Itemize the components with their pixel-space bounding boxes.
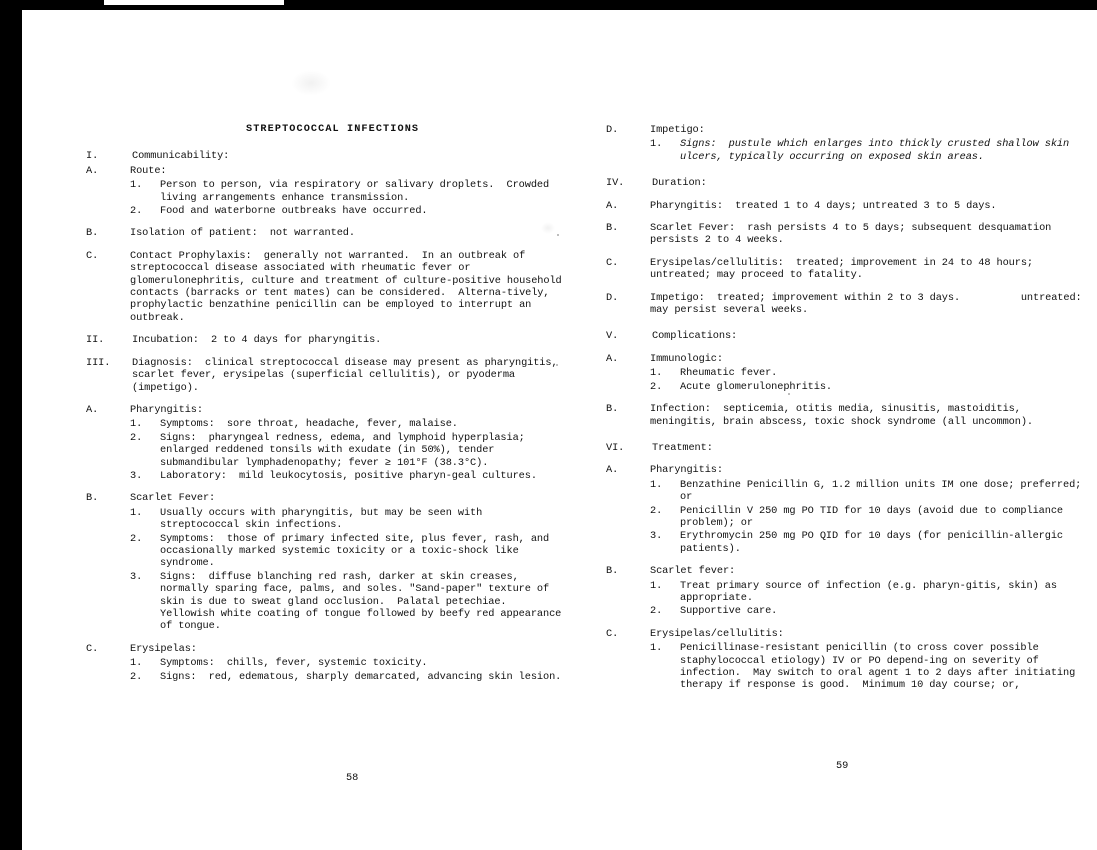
list-item xyxy=(130,507,566,532)
duration-pharyngitis xyxy=(606,200,1086,212)
item-marker: 2. xyxy=(130,205,143,218)
item-marker: 1. xyxy=(650,642,663,655)
subsection-marker: A. xyxy=(606,464,619,477)
item-text: Signs: pustule which enlarges into thickly crusted shallow skin ulcers, typically occurring on exposed skin areas. xyxy=(680,138,1076,163)
subsection-marker: C. xyxy=(606,627,619,640)
item-marker: 1. xyxy=(650,579,663,592)
item-text: Penicillinase-resistant penicillin (to cross cover possible staphylococcal etiology) IV or PO depend-ing on severity of infection. May switch to oral agent 1 to 2 days after initiating therapy if response is good. Minimum 10 day course; or, xyxy=(680,642,1082,692)
duration-erysipelas-cellulitis xyxy=(606,257,1086,282)
list-item xyxy=(650,605,1086,617)
item-marker: 1. xyxy=(130,506,143,519)
item-text: Signs: pharyngeal redness, edema, and lymphoid hyperplasia; enlarged reddened tonsils with exudate (in 50%), tender submandibular lymphadenopathy; fever ≥ 101°F (38.3°C). xyxy=(160,431,531,469)
subsection-heading: Impetigo: xyxy=(650,124,705,136)
complications-infection xyxy=(606,403,1086,428)
item-text: Signs: diffuse blanching red rash, darker at skin creases, normally sparing face, palms, and soles. "Sand-paper" texture of skin is due to sweat gland occlusion. Palatal petechiae. Yellowish white coating of tongue followed by beefy red appearance of tongue. xyxy=(160,570,568,633)
page-number-right: 59 xyxy=(836,760,849,772)
item-marker: 3. xyxy=(130,570,143,583)
section-complications xyxy=(606,330,1086,342)
subsection-marker: B. xyxy=(86,492,99,505)
subsection-scarlet-fever xyxy=(86,492,566,632)
subsection-erysipelas xyxy=(86,643,566,683)
duration-scarlet-fever xyxy=(606,222,1086,247)
item-text: Signs: red, edematous, sharply demarcated, advancing skin lesion. xyxy=(160,670,562,683)
subsection-text: Impetigo: treated; improvement within 2 to 3 days. untreated: may persist several weeks. xyxy=(650,291,1094,317)
item-text: Symptoms: those of primary infected site, plus fever, rash, and occasionally marked systemic toxicity or a toxic-shock like syndrome. xyxy=(160,532,556,570)
item-marker: 2. xyxy=(130,431,143,444)
subsection-marker: D. xyxy=(606,291,619,304)
section-text: Incubation: 2 to 4 days for pharyngitis. xyxy=(132,334,382,347)
right-text-column xyxy=(606,124,1094,702)
subsection-heading: Pharyngitis: xyxy=(130,403,203,416)
list-item xyxy=(650,381,1086,393)
item-marker: 3. xyxy=(650,530,663,543)
section-heading: Duration: xyxy=(652,177,707,190)
treatment-scarlet-fever xyxy=(606,565,1086,618)
duration-impetigo xyxy=(606,291,1094,317)
scan-top-edge-gap xyxy=(104,0,284,5)
subsection-text: Erysipelas/cellulitis: treated; improvement in 24 to 48 hours; untreated; may proceed to fatality. xyxy=(650,256,1046,282)
item-marker: 2. xyxy=(650,504,663,517)
section-treatment xyxy=(606,442,1086,454)
item-marker: 1. xyxy=(130,179,143,192)
item-text: Food and waterborne outbreaks have occurred. xyxy=(160,205,428,218)
subsection-heading: Route: xyxy=(130,164,167,177)
section-communicability xyxy=(86,150,566,162)
subsection-marker: A. xyxy=(606,199,619,212)
subsection-marker: C. xyxy=(86,249,99,262)
list-item xyxy=(130,533,566,570)
section-incubation xyxy=(86,334,566,346)
subsection-marker: B. xyxy=(606,222,619,235)
subsection-heading: Scarlet Fever: xyxy=(130,492,216,505)
list-item xyxy=(650,530,1086,555)
item-marker: 1. xyxy=(650,478,663,491)
subsection-text: Contact Prophylaxis: generally not warranted. In an outbreak of streptococcal disease associated with rheumatic fever or glomerulonephritis, culture and treatment of culture-positive household contacts (barracks or tent mates) can be considered. Alterna-tively, prophylactic benzathine penicillin can be employed to interrupt an outbreak. xyxy=(130,249,568,324)
subsection-marker: B. xyxy=(606,403,619,416)
subsection-isolation xyxy=(86,227,566,239)
subsection-contact-prophylaxis xyxy=(86,250,566,324)
section-diagnosis xyxy=(86,357,566,394)
item-text: Symptoms: sore throat, headache, fever, malaise. xyxy=(160,418,458,431)
subsection-marker: C. xyxy=(606,256,619,269)
item-marker: 3. xyxy=(130,469,143,482)
complications-immunologic xyxy=(606,353,1086,393)
item-text: Symptoms: chills, fever, systemic toxicity. xyxy=(160,657,428,670)
item-marker: 1. xyxy=(130,418,143,431)
list-item xyxy=(130,671,566,683)
subsection-text: Isolation of patient: not warranted. xyxy=(130,227,355,240)
section-heading: Complications: xyxy=(652,330,738,343)
scan-left-black-edge-inner xyxy=(16,10,22,850)
subsection-marker: B. xyxy=(86,227,99,240)
subsection-route xyxy=(86,165,566,218)
section-marker: III. xyxy=(86,356,111,369)
list-item xyxy=(130,179,566,204)
scan-smudge xyxy=(291,70,331,96)
treatment-erysipelas-cellulitis xyxy=(606,628,1086,692)
item-text: Person to person, via respiratory or salivary droplets. Crowded living arrangements enhance transmission. xyxy=(160,179,556,204)
item-marker: 2. xyxy=(130,670,143,683)
list-item xyxy=(130,657,566,669)
list-item xyxy=(650,138,1086,163)
section-marker: I. xyxy=(86,150,99,163)
section-heading: Communicability: xyxy=(132,150,230,163)
list-item xyxy=(130,418,566,430)
section-marker: V. xyxy=(606,330,619,343)
list-item xyxy=(650,505,1086,530)
subsection-marker: B. xyxy=(606,565,619,578)
scan-left-black-edge xyxy=(0,0,16,850)
list-item xyxy=(650,367,1086,379)
item-text: Erythromycin 250 mg PO QID for 10 days (for penicillin-allergic patients). xyxy=(680,530,1070,555)
item-text: Laboratory: mild leukocytosis, positive pharyn-geal cultures. xyxy=(160,469,537,482)
subsection-heading: Erysipelas/cellulitis: xyxy=(650,627,784,640)
item-text: Treat primary source of infection (e.g. pharyn-gitis, skin) as appropriate. xyxy=(680,579,1064,604)
list-item xyxy=(130,432,566,469)
subsection-marker: A. xyxy=(86,164,99,177)
section-heading: Treatment: xyxy=(652,441,713,454)
subsection-marker: A. xyxy=(86,403,99,416)
list-item xyxy=(650,642,1086,692)
list-item xyxy=(130,571,566,633)
item-text: Penicillin V 250 mg PO TID for 10 days (avoid due to compliance problem); or xyxy=(680,504,1070,529)
subsection-impetigo xyxy=(606,124,1086,163)
subsection-heading: Immunologic: xyxy=(650,352,723,365)
section-marker: IV. xyxy=(606,177,625,190)
item-marker: 1. xyxy=(650,367,663,380)
list-item xyxy=(130,470,566,482)
item-text: Usually occurs with pharyngitis, but may be seen with streptococcal skin infections. xyxy=(160,506,489,532)
item-marker: 1. xyxy=(130,657,143,670)
section-marker: VI. xyxy=(606,441,625,454)
item-text: Supportive care. xyxy=(680,605,778,618)
section-text: Diagnosis: clinical streptococcal disease may present as pharyngitis, scarlet fever, erysipelas (superficial cellulitis), or pyoderma (impetigo). xyxy=(132,356,564,394)
item-marker: 2. xyxy=(650,605,663,618)
list-item xyxy=(130,205,566,217)
subsection-text: Pharyngitis: treated 1 to 4 days; untreated 3 to 5 days. xyxy=(650,199,997,212)
subsection-marker: D. xyxy=(606,124,619,136)
left-text-column xyxy=(86,124,566,693)
subsection-marker: A. xyxy=(606,352,619,365)
section-duration xyxy=(606,177,1086,189)
item-text: Rheumatic fever. xyxy=(680,367,778,380)
subsection-text: Infection: septicemia, otitis media, sinusitis, mastoiditis, meningitis, brain abscess, toxic shock syndrome (all uncommon). xyxy=(650,403,1033,428)
item-text: Acute glomerulonephritis. xyxy=(680,380,832,393)
subsection-heading: Pharyngitis: xyxy=(650,464,723,477)
item-text: Benzathine Penicillin G, 1.2 million units IM one dose; preferred; or xyxy=(680,478,1088,504)
subsection-heading: Scarlet fever: xyxy=(650,565,736,578)
item-marker: 2. xyxy=(130,532,143,545)
list-item xyxy=(650,479,1086,504)
subsection-text: Scarlet Fever: rash persists 4 to 5 days; subsequent desquamation persists 2 to 4 weeks. xyxy=(650,222,1058,247)
subsection-pharyngitis xyxy=(86,404,566,482)
page-title: STREPTOCOCCAL INFECTIONS xyxy=(246,124,420,135)
item-marker: 2. xyxy=(650,380,663,393)
subsection-marker: C. xyxy=(86,642,99,655)
document-page xyxy=(26,12,1094,844)
list-item xyxy=(650,580,1086,605)
page-number-left: 58 xyxy=(346,772,359,784)
item-marker: 1. xyxy=(650,138,663,151)
subsection-heading: Erysipelas: xyxy=(130,642,197,655)
treatment-pharyngitis xyxy=(606,464,1086,555)
section-marker: II. xyxy=(86,334,105,347)
